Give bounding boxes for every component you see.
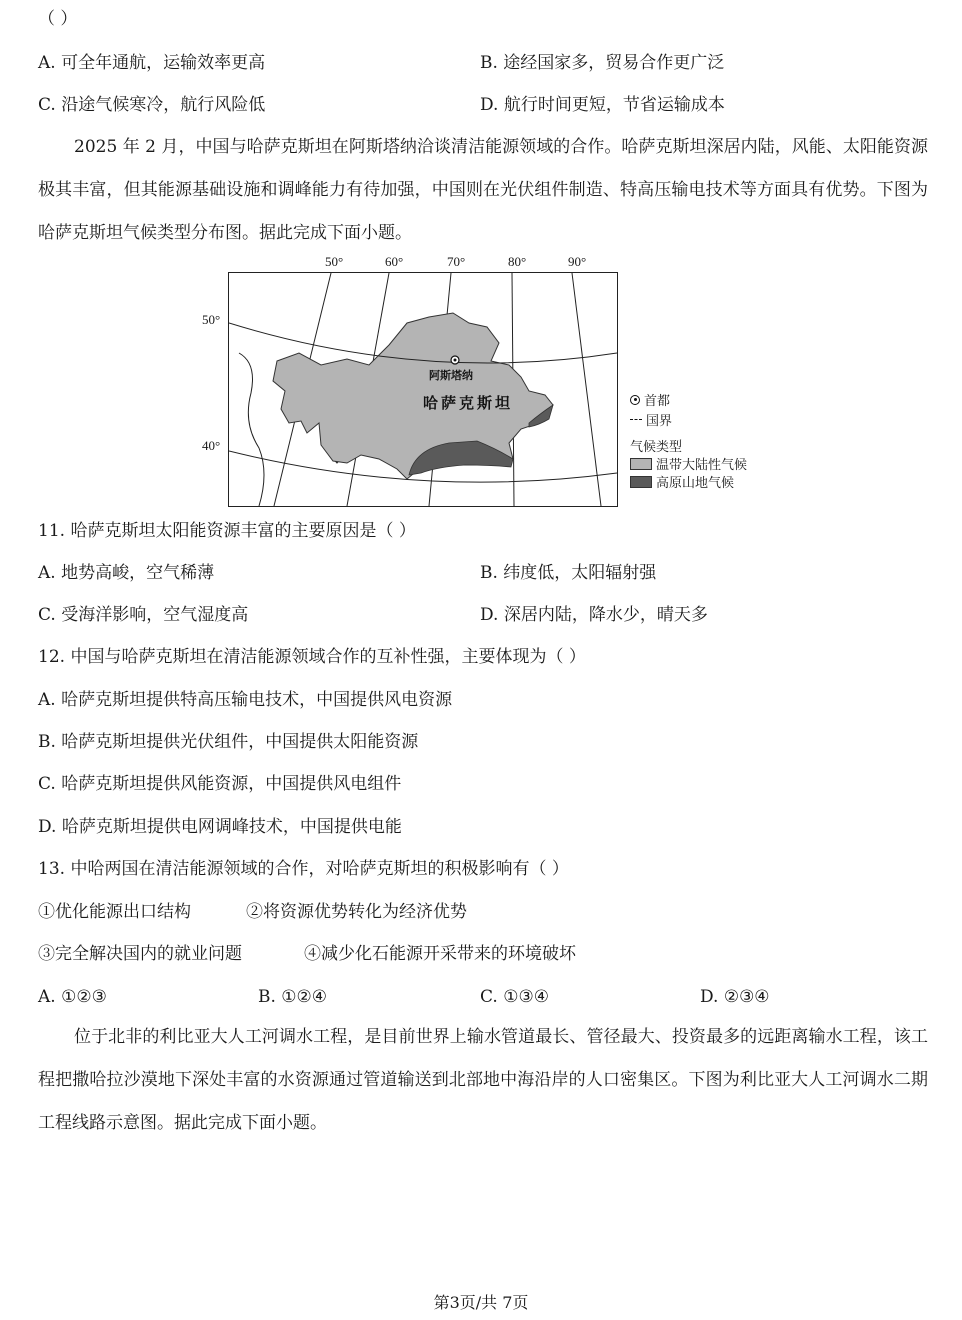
- q13-statement-4: ④减少化石能源开采带来的环境破坏: [304, 944, 576, 964]
- longitude-label: 70°: [447, 254, 466, 269]
- longitude-label: 90°: [568, 254, 587, 269]
- latitude-label: 40°: [202, 438, 221, 453]
- q10-option-b[interactable]: B. 途经国家多，贸易合作更广泛: [480, 53, 725, 73]
- question-10-bracket: （ ）: [38, 9, 78, 29]
- map-svg: [229, 273, 617, 506]
- longitude-label: 50°: [325, 254, 344, 269]
- q13-option-b[interactable]: B. ①②④: [258, 987, 328, 1007]
- legend-climate-title-label: 气候类型: [630, 440, 683, 455]
- page-number: 第3页/共 7页: [433, 1293, 529, 1312]
- q13-option-c[interactable]: C. ①③④: [480, 987, 549, 1007]
- q11-option-b[interactable]: B. 纬度低，太阳辐射强: [480, 563, 657, 583]
- longitude-label: 80°: [508, 254, 527, 269]
- q11-option-c[interactable]: C. 受海洋影响，空气湿度高: [38, 605, 249, 625]
- legend-climate-title: [630, 436, 682, 455]
- legend-plateau-label: 高原山地气候: [656, 476, 735, 491]
- passage-kazakhstan: 2025 年 2 月，中国与哈萨克斯坦在阿斯塔纳洽谈清洁能源领域的合作。哈萨克斯坦深居内陆，风能、太阳能资源极其丰富，但其能源基础设施和调峰能力有待加强，中国则在光伏组件制造、特高压输电技术等方面具有优势。下图为哈萨克斯坦气候类型分布图。据此完成下面小题。: [38, 137, 928, 243]
- q13-option-d[interactable]: D. ②③④: [700, 987, 770, 1007]
- legend-border: [630, 410, 672, 429]
- border-line-icon: [630, 419, 642, 420]
- q10-option-a[interactable]: A. 可全年通航，运输效率更高: [38, 53, 266, 73]
- q12-option-a[interactable]: A. 哈萨克斯坦提供特高压输电技术，中国提供风电资源: [38, 690, 453, 710]
- legend-capital: [630, 390, 670, 409]
- q12-option-c[interactable]: C. 哈萨克斯坦提供风能资源，中国提供风电组件: [38, 774, 402, 794]
- legend-temperate: [630, 454, 747, 473]
- meridian-90: [572, 273, 601, 506]
- temperate-swatch: [630, 458, 652, 470]
- country-label: 哈萨克斯坦: [423, 394, 514, 412]
- plateau-swatch: [630, 476, 652, 488]
- map-legend: [630, 390, 790, 500]
- q13-option-a[interactable]: A. ①②③: [38, 987, 107, 1007]
- q12-option-b[interactable]: B. 哈萨克斯坦提供光伏组件，中国提供太阳能资源: [38, 732, 419, 752]
- q11-option-a[interactable]: A. 地势高峻，空气稀薄: [38, 563, 215, 583]
- legend-border-label: 国界: [646, 414, 673, 429]
- q12-option-d[interactable]: D. 哈萨克斯坦提供电网调峰技术，中国提供电能: [38, 817, 402, 837]
- legend-plateau: [630, 472, 734, 491]
- question-11-stem: 11. 哈萨克斯坦太阳能资源丰富的主要原因是（ ）: [38, 521, 416, 541]
- capital-label: 阿斯塔纳: [429, 369, 473, 382]
- q10-option-d[interactable]: D. 航行时间更短，节省运输成本: [480, 95, 725, 115]
- map-frame: [228, 272, 618, 507]
- legend-capital-label: 首都: [644, 394, 671, 409]
- question-13-stem: 13. 中哈两国在清洁能源领域的合作，对哈萨克斯坦的积极影响有（ ）: [38, 859, 569, 879]
- q11-option-d[interactable]: D. 深居内陆，降水少，晴天多: [480, 605, 708, 625]
- capital-icon: [451, 356, 459, 364]
- q13-statement-1: ①优化能源出口结构: [38, 902, 191, 922]
- longitude-label: 60°: [385, 254, 404, 269]
- latitude-label: 50°: [202, 312, 221, 327]
- kazakhstan-climate-map: [190, 250, 790, 515]
- q13-statement-3: ③完全解决国内的就业问题: [38, 944, 242, 964]
- passage-libya: 位于北非的利比亚大人工河调水工程，是目前世界上输水管道最长、管径最大、投资最多的远距离输水工程，该工程把撒哈拉沙漠地下深处丰富的水资源通过管道输送到北部地中海沿岸的人口密集区。下图为利比亚大人工河调水二期工程线路示意图。据此完成下面小题。: [38, 1027, 928, 1133]
- question-12-stem: 12. 中国与哈萨克斯坦在清洁能源领域合作的互补性强，主要体现为（ ）: [38, 647, 586, 667]
- q10-option-c[interactable]: C. 沿途气候寒冷，航行风险低: [38, 95, 266, 115]
- q13-statement-2: ②将资源优势转化为经济优势: [246, 902, 467, 922]
- caspian-coast: [239, 353, 264, 506]
- capital-icon: [630, 395, 640, 405]
- legend-temperate-label: 温带大陆性气候: [656, 458, 748, 473]
